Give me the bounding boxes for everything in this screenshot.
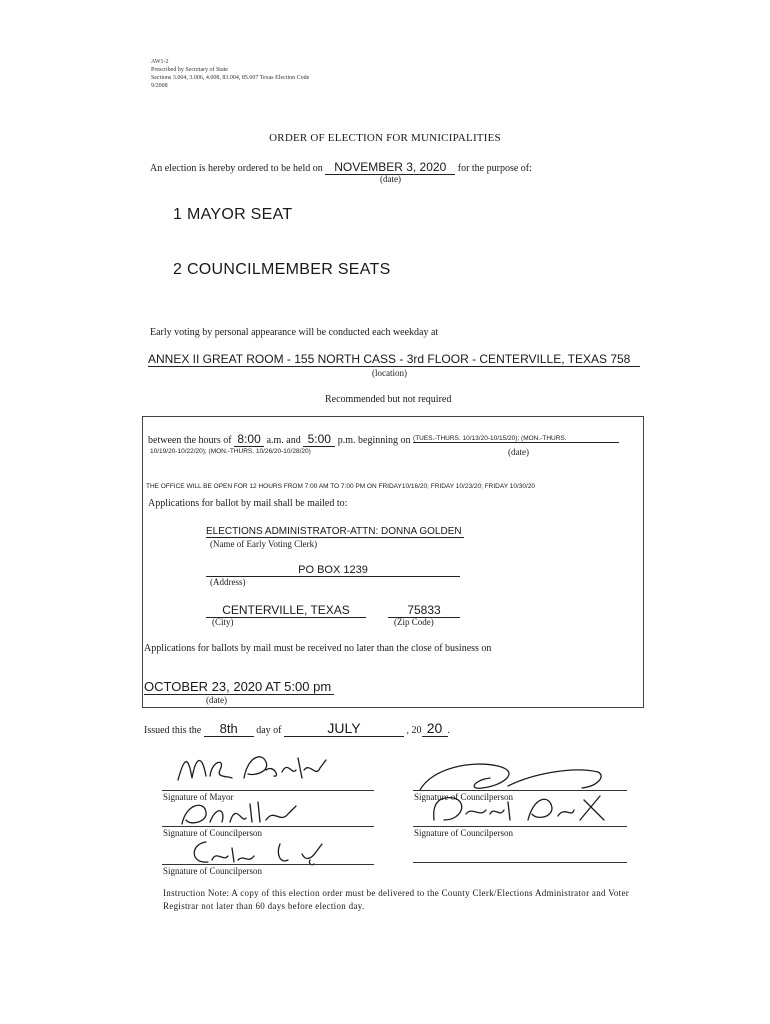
hours-between: between the hours of bbox=[148, 435, 232, 446]
mail-city: CENTERVILLE, TEXAS bbox=[206, 603, 366, 618]
hours-date-caption: (date) bbox=[508, 447, 529, 457]
councilperson-2-label: Signature of Councilperson bbox=[163, 866, 262, 876]
councilperson-2-line bbox=[162, 864, 374, 865]
early-voting-box bbox=[142, 416, 644, 708]
councilperson-1-signature bbox=[176, 798, 336, 828]
extended-hours: THE OFFICE WILL BE OPEN FOR 12 HOURS FROM 7:00 AM TO 7:00 PM ON FRIDAY10/16/20; FRIDAY 10/23/20; FRIDAY 10/30/20 bbox=[146, 483, 536, 490]
issued-day-of: day of bbox=[256, 725, 282, 736]
councilperson-3-label: Signature of Councilperson bbox=[414, 792, 513, 802]
document-title: ORDER OF ELECTION FOR MUNICIPALITIES bbox=[269, 132, 501, 144]
hours-end: 5:00 bbox=[303, 432, 335, 447]
recommended-note: Recommended but not required bbox=[325, 394, 452, 405]
mail-city-caption: (City) bbox=[212, 617, 234, 627]
mayor-signature bbox=[170, 748, 340, 788]
mayor-signature-line bbox=[162, 790, 374, 791]
early-voting-intro: Early voting by personal appearance will be conducted each weekday at bbox=[150, 327, 439, 338]
form-sections: Sections 3.004, 3.006, 4.008, 83.004, 85.007 Texas Election Code bbox=[151, 75, 310, 81]
mail-intro: Applications for ballot by mail shall be mailed to: bbox=[148, 498, 348, 509]
issued-year: 20 bbox=[422, 720, 448, 737]
early-voting-location: ANNEX II GREAT ROOM - 155 NORTH CASS - 3rd FLOOR - CENTERVILLE, TEXAS 758 bbox=[148, 352, 640, 367]
election-date-caption: (date) bbox=[380, 174, 401, 184]
mail-address-caption: (Address) bbox=[210, 577, 246, 587]
hours-dates-line1: (TUES.-THURS. 10/13/20-10/15/20); (MON.-THURS. bbox=[413, 435, 619, 443]
issued-end: . bbox=[447, 725, 450, 736]
councilperson-1-line bbox=[162, 826, 374, 827]
issued-year-prefix: , 20 bbox=[406, 725, 422, 736]
form-id-block bbox=[151, 58, 391, 90]
mail-zip-caption: (Zip Code) bbox=[394, 617, 434, 627]
issued-prefix: Issued this the bbox=[144, 725, 202, 736]
issued-line bbox=[144, 720, 450, 737]
purpose-mayor: 1 MAYOR SEAT bbox=[173, 206, 293, 223]
instruction-note: Instruction Note: A copy of this election order must be delivered to the County Clerk/Elections Administrator and Voter Registrar not later than 60 days before election day. bbox=[163, 888, 630, 911]
hours-dates-line2: 10/19/20-10/22/20); (MON.-THURS. 10/26/20-10/28/20) bbox=[150, 448, 311, 455]
issued-day: 8th bbox=[204, 721, 254, 737]
mail-deadline-intro: Applications for ballots by mail must be received no later than the close of business on bbox=[144, 643, 492, 654]
hours-pm: p.m. beginning on bbox=[337, 435, 411, 446]
mayor-signature-label: Signature of Mayor bbox=[163, 792, 234, 802]
election-date: NOVEMBER 3, 2020 bbox=[325, 160, 455, 175]
hours-line bbox=[148, 432, 619, 447]
mail-deadline: OCTOBER 23, 2020 AT 5:00 pm bbox=[144, 679, 334, 695]
councilperson-4-label: Signature of Councilperson bbox=[414, 828, 513, 838]
form-code: AW1-2 bbox=[151, 59, 169, 65]
election-purpose-suffix: for the purpose of: bbox=[457, 163, 532, 174]
mail-address: PO BOX 1239 bbox=[206, 564, 460, 577]
form-prescribed: Prescribed by Secretary of State bbox=[151, 67, 228, 73]
purpose-council: 2 COUNCILMEMBER SEATS bbox=[173, 261, 391, 278]
form-revision: 9/2008 bbox=[151, 83, 168, 89]
councilperson-4-line bbox=[413, 826, 627, 827]
mail-clerk: ELECTIONS ADMINISTRATOR-ATTN: DONNA GOLDEN bbox=[206, 526, 464, 538]
councilperson-5-line bbox=[413, 862, 627, 863]
issued-month: JULY bbox=[284, 720, 404, 737]
councilperson-2-signature bbox=[184, 834, 344, 866]
councilperson-1-label: Signature of Councilperson bbox=[163, 828, 262, 838]
mail-clerk-caption: (Name of Early Voting Clerk) bbox=[210, 539, 318, 549]
election-intro: An election is hereby ordered to be held on bbox=[150, 163, 323, 174]
mail-deadline-caption: (date) bbox=[206, 695, 227, 705]
mail-zip: 75833 bbox=[388, 603, 460, 618]
hours-start: 8:00 bbox=[234, 432, 264, 447]
election-date-line bbox=[150, 160, 532, 175]
councilperson-4-signature bbox=[424, 790, 614, 828]
location-caption: (location) bbox=[372, 368, 407, 378]
hours-am: a.m. and bbox=[266, 435, 301, 446]
